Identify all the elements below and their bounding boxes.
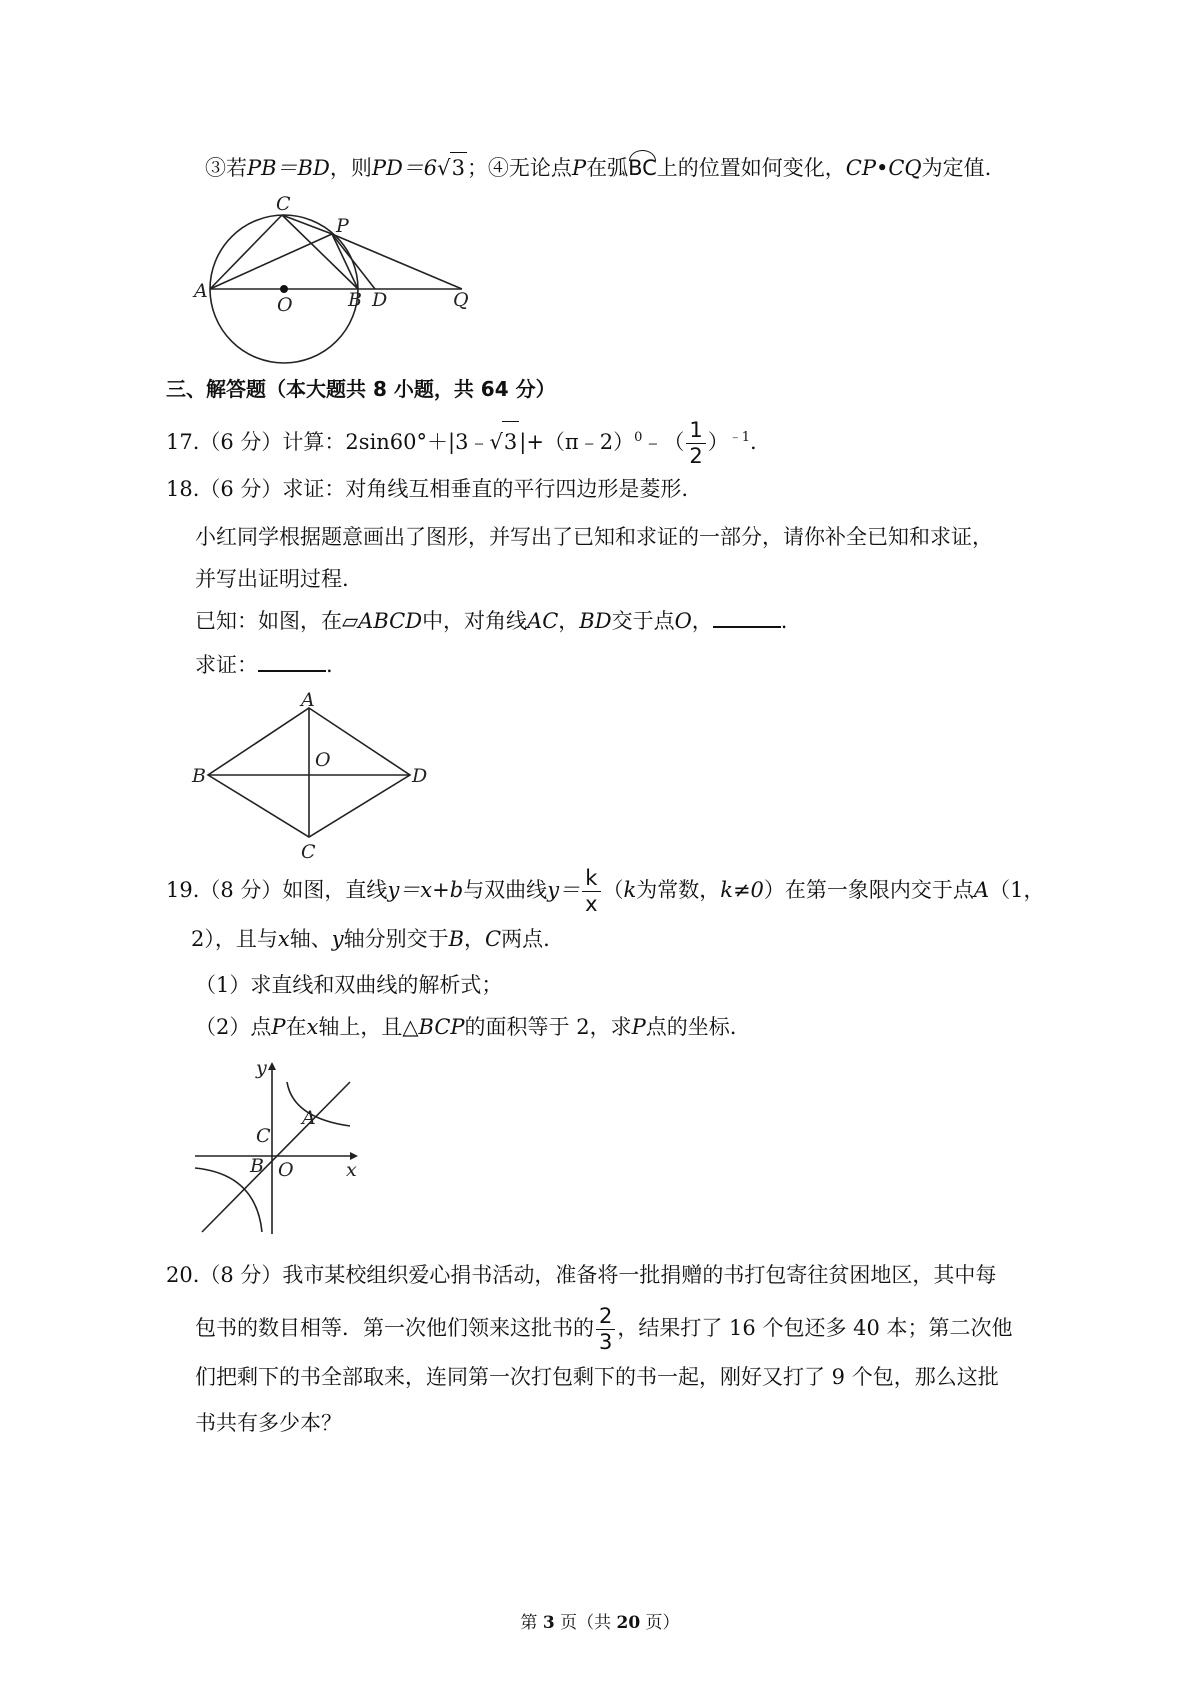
question-19-sub-2: （2）点P在x轴上，且△BCP的面积等于 2，求P点的坐标. (195, 1015, 737, 1039)
arc-bc: BC (628, 153, 657, 183)
question-18-prove: 求证： . (195, 653, 333, 677)
prove-answer-blank[interactable] (258, 652, 326, 672)
question-19-line-2: 2），且与x轴、y轴分别交于B，C两点. (191, 927, 550, 951)
question-19-line-1: 19.（8 分）如图，直线y＝x+b与双曲线y＝ $\frac{k}{x}$ （k为常数，k≠0）在第一象限内交于点A（1， (166, 866, 1045, 916)
label-x: x (346, 1159, 357, 1181)
question-18-text-2: 并写出证明过程. (195, 567, 349, 591)
fraction-two-thirds: $\frac{2}{3}$ (596, 1306, 615, 1353)
label-c: C (301, 841, 316, 863)
segment-pq (332, 234, 462, 289)
hyperbola-branch-1 (287, 1082, 350, 1126)
question-18-given: 已知：如图，在▱ABCD中，对角线AC，BD交于点O， . (195, 609, 788, 633)
item-3-4-line: ③若PB＝BD，则PD＝6√3；④无论点P在弧BC上的位置如何变化，CP•CQ为定值. (205, 152, 991, 183)
label-b: B (192, 765, 206, 787)
center-dot (280, 285, 288, 293)
question-17: 17.（6 分）计算：2sin60°＋|3﹣√3|+（π﹣2）$^0$﹣（ $\frac{1}{2}$ ）$^{﹣1}$. (166, 418, 757, 468)
label-c: C (276, 193, 291, 215)
fraction-one-half: $\frac{1}{2}$ (686, 420, 705, 467)
label-o: O (278, 1159, 294, 1181)
section-heading: 三、解答题（本大题共 8 小题，共 64 分） (166, 377, 556, 401)
label-d: D (372, 289, 388, 311)
question-18-title: 18.（6 分）求证：对角线互相垂直的平行四边形是菱形. (166, 477, 689, 501)
label-c: C (256, 1125, 271, 1147)
question-20-line-3: 们把剩下的书全部取来，连同第一次打包剩下的书一起，刚好又打了 9 个包，那么这批 (195, 1365, 999, 1389)
fraction-k-over-x: $\frac{k}{x}$ (582, 868, 600, 915)
page-footer: 第 3 页（共 20 页） (520, 1613, 680, 1633)
question-20-line-1: 20.（8 分）我市某校组织爱心捐书活动，准备将一批捐赠的书打包寄往贫困地区，其中每 (166, 1263, 997, 1287)
label-q: Q (453, 289, 469, 311)
given-answer-blank[interactable] (713, 608, 781, 628)
label-b: B (250, 1155, 264, 1177)
label-y: y (256, 1057, 267, 1079)
question-19-sub-1: （1）求直线和双曲线的解析式； (195, 973, 503, 997)
sqrt-sign: √ (489, 430, 503, 454)
label-p: P (336, 215, 349, 237)
hyperbola-branch-3 (195, 1168, 262, 1232)
label-o: O (277, 294, 293, 316)
question-18-text-1: 小红同学根据题意画出了图形，并写出了已知和求证的一部分，请你补全已知和求证， (195, 525, 993, 549)
label-d: D (412, 765, 428, 787)
label-b: B (348, 289, 362, 311)
label-a: A (194, 280, 208, 302)
label-a: A (301, 689, 315, 711)
label-a: A (302, 1107, 316, 1129)
label-o: O (315, 749, 331, 771)
segment-ap (210, 234, 332, 289)
line-y-eq-x-plus-b (202, 1082, 350, 1232)
y-axis-arrow (268, 1062, 276, 1070)
question-20-line-2: 包书的数目相等．第一次他们领来这批书的 $\frac{2}{3}$ ，结果打了 16 个包还多 40 本；第二次他 (195, 1304, 1013, 1354)
question-20-line-4: 书共有多少本？ (195, 1411, 342, 1435)
sqrt-sign: √ (437, 156, 451, 180)
figure-circle (194, 193, 500, 366)
figure-graph (190, 1052, 370, 1242)
figure-rhombus (190, 689, 450, 863)
